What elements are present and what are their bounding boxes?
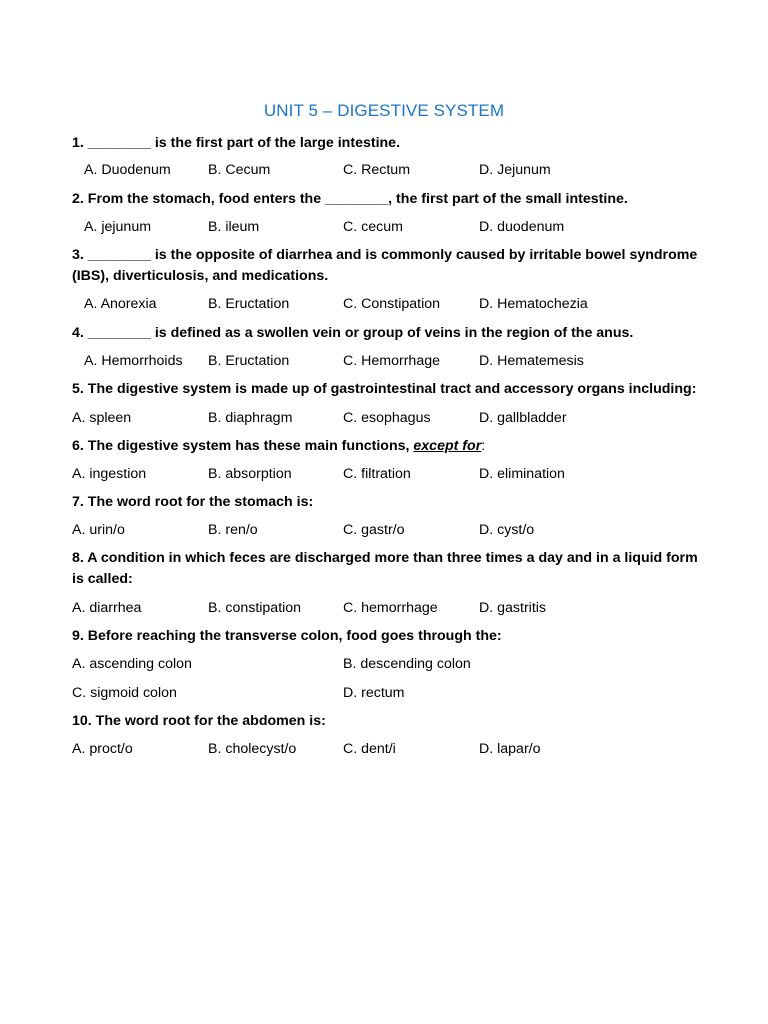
question-9-text: 9. Before reaching the transverse colon, food goes through the: xyxy=(72,628,502,644)
question-6-emphasis: except for xyxy=(413,438,482,454)
q7-option-b: B. ren/o xyxy=(208,522,258,538)
q8-option-d: D. gastritis xyxy=(479,600,547,616)
q5-option-a: A. spleen xyxy=(72,410,132,426)
q9-option-c: C. sigmoid colon xyxy=(72,685,177,701)
q3-option-c: C. Constipation xyxy=(343,296,440,312)
q1-option-b: B. Cecum xyxy=(208,162,271,178)
q8-option-c: C. hemorrhage xyxy=(343,600,438,616)
q4-option-b: B. Eructation xyxy=(208,353,290,369)
question-3-text-line-1: 3. ________ is the opposite of diarrhea and is commonly caused by irritable bowel syndrome xyxy=(72,247,698,263)
q9-option-a: A. ascending colon xyxy=(72,656,192,672)
q4-option-d: D. Hematemesis xyxy=(479,353,584,369)
q3-option-d: D. Hematochezia xyxy=(479,296,588,312)
question-4-text: 4. ________ is defined as a swollen vein or group of veins in the region of the anus. xyxy=(72,325,634,341)
question-8-text-line-2: is called: xyxy=(72,571,133,587)
q9-option-b: B. descending colon xyxy=(343,656,471,672)
q6-option-d: D. elimination xyxy=(479,466,565,482)
q2-option-b: B. ileum xyxy=(208,219,260,235)
q10-option-a: A. proct/o xyxy=(72,741,133,757)
question-6-prefix: 6. The digestive system has these main functions, xyxy=(72,438,414,454)
q4-option-a: A. Hemorrhoids xyxy=(84,353,183,369)
page-title: UNIT 5 – DIGESTIVE SYSTEM xyxy=(263,101,505,120)
question-5-text: 5. The digestive system is made up of gastrointestinal tract and accessory organs including: xyxy=(72,381,697,397)
q5-option-d: D. gallbladder xyxy=(479,410,567,426)
question-6-text xyxy=(72,436,712,457)
q4-option-c: C. Hemorrhage xyxy=(343,353,440,369)
question-1-text: 1. ________ is the first part of the large intestine. xyxy=(72,135,401,151)
q3-option-a: A. Anorexia xyxy=(84,296,157,312)
q1-option-c: C. Rectum xyxy=(343,162,411,178)
q2-option-d: D. duodenum xyxy=(479,219,565,235)
q7-option-d: D. cyst/o xyxy=(479,522,535,538)
question-8-text-line-1: 8. A condition in which feces are discharged more than three times a day and in a liquid form xyxy=(72,550,698,566)
q6-option-a: A. ingestion xyxy=(72,466,147,482)
q9-option-d: D. rectum xyxy=(343,685,405,701)
q5-option-b: B. diaphragm xyxy=(208,410,293,426)
q5-option-c: C. esophagus xyxy=(343,410,431,426)
question-3-text-line-2: (IBS), diverticulosis, and medications. xyxy=(72,268,329,284)
q8-option-a: A. diarrhea xyxy=(72,600,142,616)
q1-option-a: A. Duodenum xyxy=(84,162,171,178)
question-7-text: 7. The word root for the stomach is: xyxy=(72,494,314,510)
q3-option-b: B. Eructation xyxy=(208,296,290,312)
q10-option-d: D. lapar/o xyxy=(479,741,541,757)
q8-option-b: B. constipation xyxy=(208,600,302,616)
question-2-text: 2. From the stomach, food enters the ________, the first part of the small intestine. xyxy=(72,191,628,207)
question-10-text: 10. The word root for the abdomen is: xyxy=(72,713,326,729)
q7-option-a: A. urin/o xyxy=(72,522,125,538)
q1-option-d: D. Jejunum xyxy=(479,162,551,178)
q6-option-b: B. absorption xyxy=(208,466,292,482)
question-6-suffix: : xyxy=(481,438,486,454)
q6-option-c: C. filtration xyxy=(343,466,411,482)
q2-option-a: A. jejunum xyxy=(84,219,152,235)
q10-option-b: B. cholecyst/o xyxy=(208,741,297,757)
q7-option-c: C. gastr/o xyxy=(343,522,405,538)
q2-option-c: C. cecum xyxy=(343,219,403,235)
q10-option-c: C. dent/i xyxy=(343,741,396,757)
